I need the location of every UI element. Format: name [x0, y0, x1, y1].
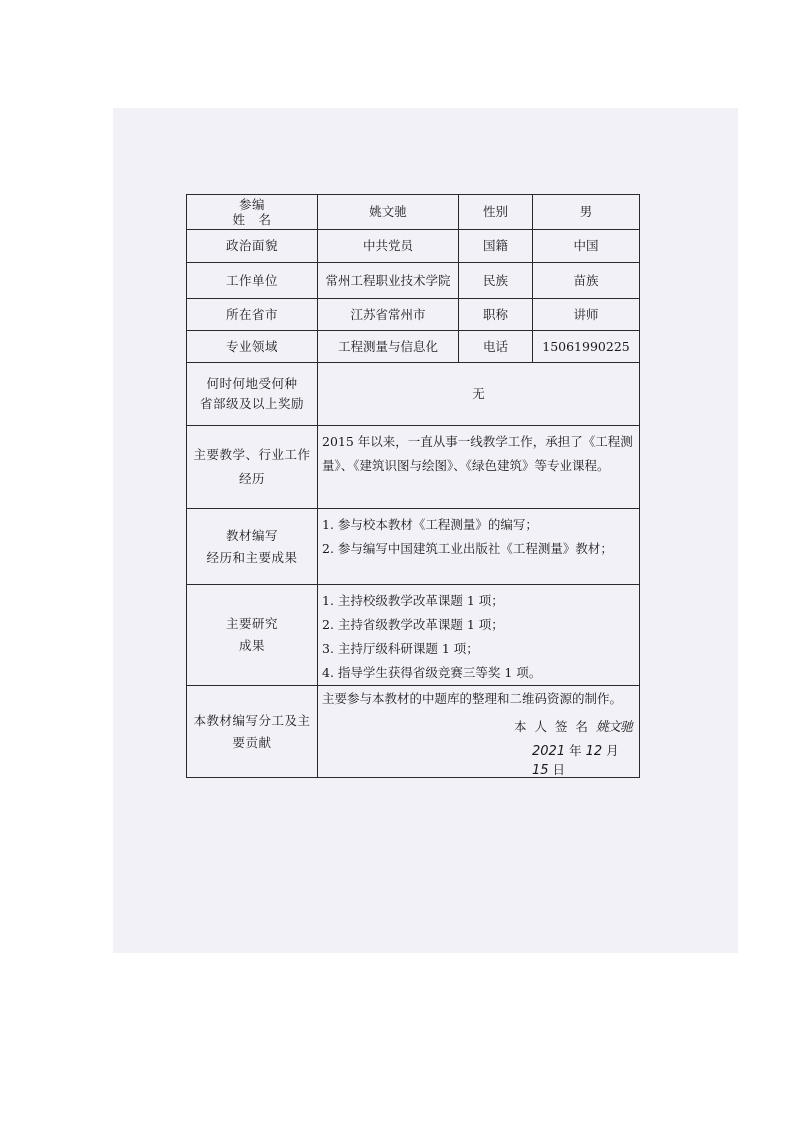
- date-month: 12: [585, 744, 603, 759]
- value-location: 江苏省常州市: [318, 299, 459, 331]
- label-phone: 电话: [459, 331, 533, 363]
- value-awards: 无: [318, 363, 640, 426]
- date-year: 2021: [532, 744, 566, 759]
- label-ethnicity: 民族: [459, 263, 533, 299]
- value-experience: 2015 年以来，一直从事一线教学工作，承担了《工程测量》、《建筑识图与绘图》、《绿色建筑》等专业课程。: [318, 426, 640, 509]
- date-year-unit: 年: [569, 743, 582, 758]
- research-item: 1. 主持校级教学改革课题 1 项；: [322, 593, 504, 608]
- value-nationality: 中国: [533, 230, 640, 263]
- row-textbook: [187, 509, 640, 585]
- research-item: 2. 主持省级教学改革课题 1 项；: [322, 617, 504, 632]
- value-gender: 男: [533, 195, 640, 230]
- research-item: 3. 主持厅级科研课题 1 项；: [322, 641, 479, 656]
- value-phone: 15061990225: [533, 331, 640, 363]
- row-employer: [187, 263, 640, 299]
- date-month-unit: 月: [606, 743, 619, 758]
- value-research: [318, 585, 640, 686]
- label-gender: 性别: [459, 195, 533, 230]
- row-contribution: [187, 686, 640, 778]
- row-research: [187, 585, 640, 686]
- label-name: 参编 姓 名: [187, 195, 318, 230]
- label-political-status: 政治面貌: [187, 230, 318, 263]
- signature-date: [532, 742, 639, 780]
- label-employer: 工作单位: [187, 263, 318, 299]
- signature-line: [514, 718, 632, 737]
- signature-label: 本 人 签 名: [514, 719, 590, 734]
- contributor-info-form: [186, 194, 640, 778]
- row-awards: [187, 363, 640, 426]
- label-experience: 主要教学、行业工作 经历: [187, 426, 318, 509]
- value-textbook: [318, 509, 640, 585]
- research-item: 4. 指导学生获得省级竞赛三等奖 1 项。: [322, 665, 542, 680]
- label-field: 专业领域: [187, 331, 318, 363]
- label-nationality: 国籍: [459, 230, 533, 263]
- row-field: [187, 331, 640, 363]
- date-day: 15: [532, 763, 549, 778]
- contribution-text: 主要参与本教材的中题库的整理和二维码资源的制作。: [322, 691, 623, 706]
- row-political: [187, 230, 640, 263]
- label-location: 所在省市: [187, 299, 318, 331]
- label-textbook: 教材编写 经历和主要成果: [187, 509, 318, 585]
- row-name: [187, 195, 640, 230]
- textbook-item: 1. 参与校本教材《工程测量》的编写；: [322, 517, 538, 532]
- label-contribution: 本教材编写分工及主要贡献: [187, 686, 318, 778]
- row-location: [187, 299, 640, 331]
- label-title: 职称: [459, 299, 533, 331]
- label-research: 主要研究 成果: [187, 585, 318, 686]
- value-name: 姚文驰: [318, 195, 459, 230]
- handwritten-signature: 姚文驰: [595, 720, 632, 735]
- value-employer: 常州工程职业技术学院: [318, 263, 459, 299]
- value-title: 讲师: [533, 299, 640, 331]
- value-contribution: [318, 686, 640, 778]
- value-political-status: 中共党员: [318, 230, 459, 263]
- textbook-item: 2. 参与编写中国建筑工业出版社《工程测量》教材；: [322, 541, 613, 556]
- value-ethnicity: 苗族: [533, 263, 640, 299]
- label-awards: 何时何地受何种 省部级及以上奖励: [187, 363, 318, 426]
- value-field: 工程测量与信息化: [318, 331, 459, 363]
- date-day-unit: 日: [552, 762, 566, 777]
- row-experience: [187, 426, 640, 509]
